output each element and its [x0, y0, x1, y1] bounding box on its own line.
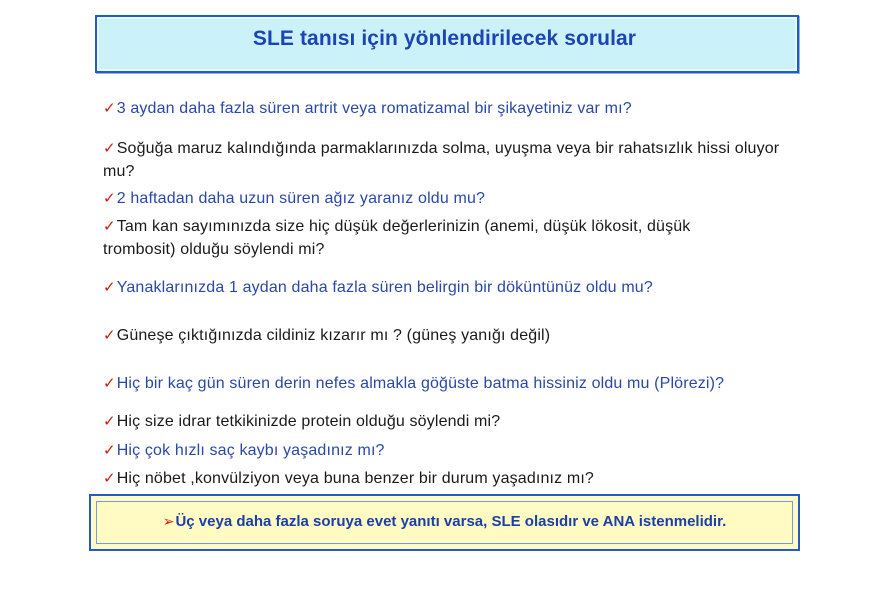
question-text: 2 haftadan daha uzun süren ağız yaranız oldu mu?: [116, 190, 486, 207]
arrow-icon: ➢: [162, 513, 175, 529]
question-9: [103, 439, 793, 462]
check-icon: ✓: [103, 470, 116, 487]
question-text: 3 aydan daha fazla süren artrit veya romatizamal bir şikayetiniz var mı?: [116, 100, 632, 117]
question-8: [103, 410, 793, 433]
question-6: [103, 324, 793, 347]
question-text: Yanaklarınızda 1 aydan daha fazla süren belirgin bir döküntünüz oldu mu?: [116, 279, 653, 296]
check-icon: ✓: [103, 100, 116, 117]
note: [91, 513, 798, 530]
question-5: [103, 276, 793, 299]
check-icon: ✓: [103, 279, 116, 296]
question-text: Hiç nöbet ,konvülziyon veya buna benzer bir durum yaşadınız mı?: [116, 470, 594, 487]
question-4: [103, 215, 743, 261]
note-box: [89, 494, 800, 551]
question-text: Hiç çok hızlı saç kaybı yaşadınız mı?: [116, 442, 385, 459]
question-text: Soğuğa maruz kalındığında parmaklarınızda solma, uyuşma veya bir rahatsızlık hissi oluyor mu?: [103, 140, 780, 180]
note-text: Üç veya daha fazla soruya evet yanıtı varsa, SLE olasıdır ve ANA istenmelidir.: [175, 513, 727, 530]
check-icon: ✓: [103, 190, 116, 207]
question-2: [103, 137, 793, 183]
question-10: [103, 467, 793, 490]
check-icon: ✓: [103, 413, 116, 430]
question-3: [103, 187, 793, 210]
check-icon: ✓: [103, 327, 116, 344]
check-icon: ✓: [103, 375, 116, 392]
question-text: Tam kan sayımınızda size hiç düşük değerlerinizin (anemi, düşük lökosit, düşük trombosit) olduğu söylendi mi?: [103, 218, 691, 258]
question-7: [103, 372, 793, 395]
check-icon: ✓: [103, 218, 116, 235]
question-text: Hiç size idrar tetkikinizde protein olduğu söylendi mi?: [116, 413, 501, 430]
check-icon: ✓: [103, 140, 116, 157]
slide-title: SLE tanısı için yönlendirilecek sorular: [252, 27, 637, 50]
question-1: [103, 97, 793, 120]
question-text: Hiç bir kaç gün süren derin nefes almakla göğüste batma hissiniz oldu mu (Plörezi)?: [116, 375, 725, 392]
check-icon: ✓: [103, 442, 116, 459]
question-text: Güneşe çıktığınızda cildiniz kızarır mı ? (güneş yanığı değil): [116, 327, 551, 344]
